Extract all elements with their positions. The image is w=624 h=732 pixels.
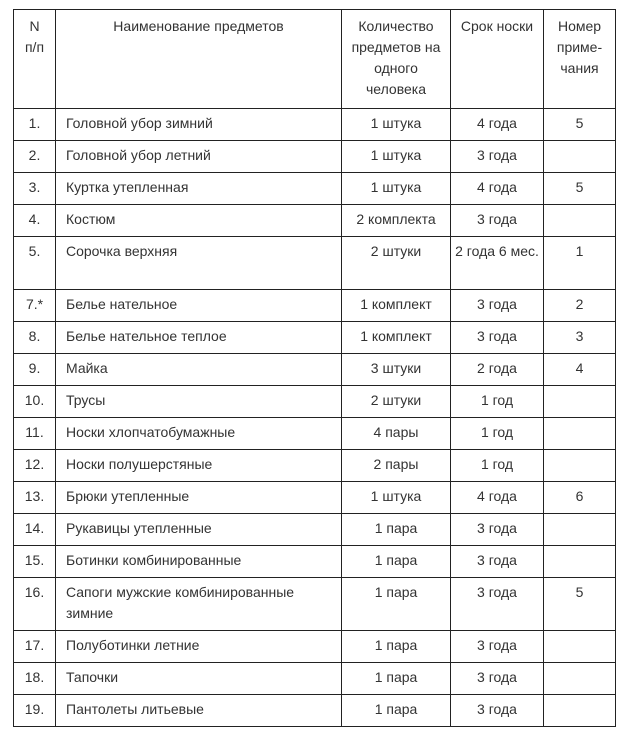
row-quantity: 1 штука	[342, 173, 451, 205]
row-quantity: 1 штука	[342, 482, 451, 514]
row-number: 15.	[14, 546, 56, 578]
row-note-number	[544, 141, 616, 173]
row-wear-term: 4 года	[451, 482, 544, 514]
row-wear-term: 3 года	[451, 322, 544, 354]
row-quantity: 4 пары	[342, 418, 451, 450]
row-quantity: 1 пара	[342, 546, 451, 578]
row-note-number	[544, 695, 616, 727]
row-number: 10.	[14, 386, 56, 418]
row-note-number: 3	[544, 322, 616, 354]
row-note-number: 5	[544, 578, 616, 631]
row-item-name: Куртка утепленная	[56, 173, 342, 205]
row-item-name: Рукавицы утепленные	[56, 514, 342, 546]
table-row	[14, 546, 616, 578]
row-note-number	[544, 386, 616, 418]
row-quantity: 1 штука	[342, 109, 451, 141]
table-row	[14, 482, 616, 514]
row-number: 17.	[14, 631, 56, 663]
row-number: 2.	[14, 141, 56, 173]
row-wear-term: 3 года	[451, 290, 544, 322]
table-row	[14, 578, 616, 631]
row-number: 8.	[14, 322, 56, 354]
row-number: 14.	[14, 514, 56, 546]
row-item-name: Ботинки комбинированные	[56, 546, 342, 578]
row-note-number: 5	[544, 173, 616, 205]
row-wear-term: 2 года 6 мес.	[451, 237, 544, 290]
row-number: 3.	[14, 173, 56, 205]
table-row	[14, 141, 616, 173]
row-quantity: 1 пара	[342, 663, 451, 695]
table-row	[14, 205, 616, 237]
row-number: 9.	[14, 354, 56, 386]
row-item-name: Сапоги мужские комбинированные зимние	[56, 578, 342, 631]
table-row	[14, 631, 616, 663]
row-wear-term: 3 года	[451, 514, 544, 546]
row-wear-term: 3 года	[451, 546, 544, 578]
row-note-number: 1	[544, 237, 616, 290]
row-note-number: 6	[544, 482, 616, 514]
row-wear-term: 3 года	[451, 663, 544, 695]
row-number: 18.	[14, 663, 56, 695]
header-quantity: Количество предметов на одного человека	[342, 10, 451, 109]
row-item-name: Брюки утепленные	[56, 482, 342, 514]
row-quantity: 3 штуки	[342, 354, 451, 386]
table-row	[14, 322, 616, 354]
header-number: N п/п	[14, 10, 56, 109]
row-item-name: Костюм	[56, 205, 342, 237]
row-note-number: 2	[544, 290, 616, 322]
row-number: 16.	[14, 578, 56, 631]
table-row	[14, 354, 616, 386]
row-wear-term: 3 года	[451, 205, 544, 237]
row-quantity: 1 пара	[342, 514, 451, 546]
row-wear-term: 3 года	[451, 141, 544, 173]
row-note-number: 4	[544, 354, 616, 386]
table-row	[14, 173, 616, 205]
row-wear-term: 4 года	[451, 109, 544, 141]
row-number: 12.	[14, 450, 56, 482]
table-body	[14, 109, 616, 727]
row-number: 4.	[14, 205, 56, 237]
row-quantity: 1 комплект	[342, 322, 451, 354]
row-number: 1.	[14, 109, 56, 141]
row-item-name: Пантолеты литьевые	[56, 695, 342, 727]
table-row	[14, 514, 616, 546]
table-row	[14, 109, 616, 141]
row-note-number: 5	[544, 109, 616, 141]
table-header-row	[14, 10, 616, 109]
row-wear-term: 3 года	[451, 578, 544, 631]
table-row	[14, 386, 616, 418]
row-wear-term: 1 год	[451, 418, 544, 450]
row-quantity: 2 пары	[342, 450, 451, 482]
row-number: 19.	[14, 695, 56, 727]
row-item-name: Майка	[56, 354, 342, 386]
table-row	[14, 290, 616, 322]
row-quantity: 1 пара	[342, 695, 451, 727]
row-quantity: 2 штуки	[342, 386, 451, 418]
row-wear-term: 3 года	[451, 631, 544, 663]
row-item-name: Головной убор зимний	[56, 109, 342, 141]
row-item-name: Головной убор летний	[56, 141, 342, 173]
table-row	[14, 663, 616, 695]
row-quantity: 1 пара	[342, 578, 451, 631]
row-wear-term: 1 год	[451, 450, 544, 482]
row-item-name: Носки хлопчатобумажные	[56, 418, 342, 450]
row-item-name: Сорочка верхняя	[56, 237, 342, 290]
row-item-name: Носки полушерстяные	[56, 450, 342, 482]
row-quantity: 2 комплекта	[342, 205, 451, 237]
row-note-number	[544, 546, 616, 578]
row-note-number	[544, 205, 616, 237]
row-number: 13.	[14, 482, 56, 514]
row-note-number	[544, 418, 616, 450]
row-note-number	[544, 631, 616, 663]
row-item-name: Трусы	[56, 386, 342, 418]
row-note-number	[544, 514, 616, 546]
table-row	[14, 418, 616, 450]
row-note-number	[544, 450, 616, 482]
header-item-name: Наименование предметов	[56, 10, 342, 109]
row-quantity: 1 пара	[342, 631, 451, 663]
row-quantity: 2 штуки	[342, 237, 451, 290]
row-item-name: Белье нательное	[56, 290, 342, 322]
row-note-number	[544, 663, 616, 695]
table-row	[14, 237, 616, 290]
row-item-name: Полуботинки летние	[56, 631, 342, 663]
header-note-number: Номер приме-чания	[544, 10, 616, 109]
row-number: 5.	[14, 237, 56, 290]
row-wear-term: 4 года	[451, 173, 544, 205]
clothing-norms-table	[13, 9, 616, 727]
row-number: 11.	[14, 418, 56, 450]
row-quantity: 1 комплект	[342, 290, 451, 322]
header-wear-term: Срок носки	[451, 10, 544, 109]
table-row	[14, 695, 616, 727]
row-wear-term: 3 года	[451, 695, 544, 727]
row-wear-term: 2 года	[451, 354, 544, 386]
supply-table-wrapper	[13, 9, 616, 727]
row-wear-term: 1 год	[451, 386, 544, 418]
row-number: 7.*	[14, 290, 56, 322]
row-quantity: 1 штука	[342, 141, 451, 173]
row-item-name: Тапочки	[56, 663, 342, 695]
row-item-name: Белье нательное теплое	[56, 322, 342, 354]
table-row	[14, 450, 616, 482]
